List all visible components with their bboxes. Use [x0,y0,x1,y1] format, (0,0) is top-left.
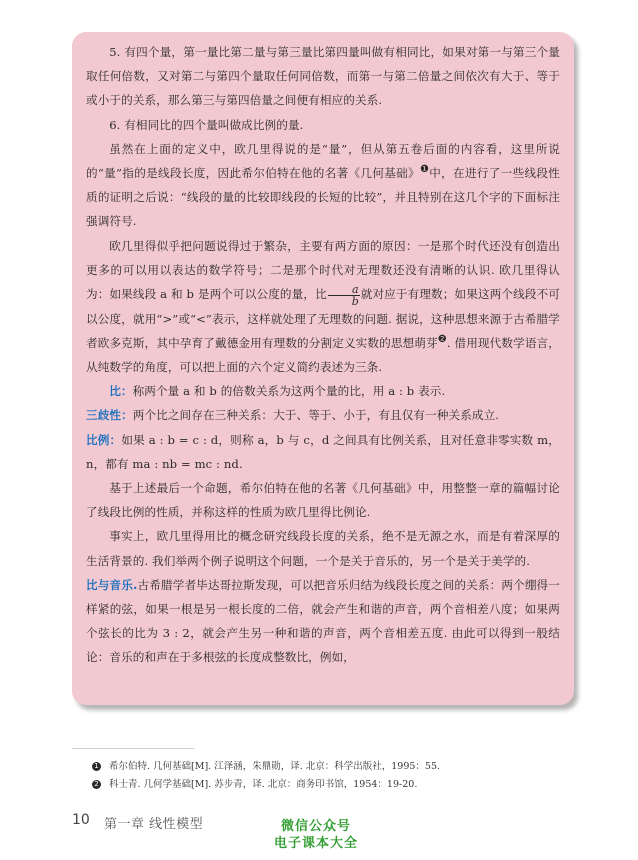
term-label: 比例： [86,432,122,447]
footnote-divider [72,748,194,749]
footnote-marker-1[interactable]: ❶ [419,164,430,176]
footnote-1 [92,760,440,774]
text: 中，在进行了一些线段性质的证明之后说：“线段的量的比较即线段的长短的比较”，并且特别在这几个字的下面标注强调符号. [86,166,560,229]
chapter-title: 第一章 线性模型 [104,817,204,832]
watermark [256,818,376,852]
term-text: 如果 a : b = c : d，则称 a，b 与 c，d 之间具有比例关系，且对任意非零实数 m，n，都有 ma : nb = mc : nd. [86,432,560,471]
paragraph-background: 事实上，欧几里得用比的概念研究线段长度的关系，绝不是无源之水，而是有着深厚的生活背景的. 我们举两个例子说明这个问题，一个是关于音乐的，另一个是关于美学的. [86,529,560,568]
watermark-line-2: 电子课本大全 [273,836,358,851]
footnote-text: 科士青. 几何学基础[M]. 苏步青，译. 北京：商务印书馆，1954：19-20. [109,779,418,790]
text: 就对应于有理数；如果这两个线段不可以公度，就用“>”或“<”表示，这样就处理了无理数的问题. 据说，这种思想来源于古希腊学者欧多克斯，其中孕育了戴德金用有理数的分割定义实数的思想萌芽 [86,287,560,350]
paragraph-hilbert [86,137,560,234]
term-text: 称两个量 a 和 b 的倍数关系为这两个量的比，用 a : b 表示. [132,384,446,399]
footnote-badge: 2 [92,780,101,789]
term-label: 三歧性： [86,408,133,423]
content-box [72,32,574,705]
paragraph-definition-5: 5. 有四个量，第一量比第二量与第三量比第四量叫做有相同比，如果对第一与第三个量取任何倍数，又对第二与第四个量取任何同倍数，而第一与第二倍量之间依次有大于、等于或小于的关系，那么第三与第四倍量之间便有相应的关系. [86,45,560,108]
term-label: 比： [109,384,133,399]
paragraph-definition-6: 6. 有相同比的四个量叫做成比例的量. [109,117,304,132]
footnote-badge: 1 [92,762,101,771]
term-music [86,573,560,670]
footnote-2 [92,778,417,792]
footnote-text: 希尔伯特. 几何基础[M]. 江泽涵，朱鼎勋，译. 北京：科学出版社，1995：55. [109,761,441,772]
paragraph-hilbert-chapter: 基于上述最后一个命题，希尔伯特在他的名著《几何基础》中，用整整一章的篇幅讨论了线段比例的性质，并称这样的性质为欧几里得比例论. [86,480,560,520]
term-text: 古希腊学者毕达哥拉斯发现，可以把音乐归结为线段长度之间的关系：两个绷得一样紧的弦，如果一根是另一根长度的二倍，就会产生和谐的声音，两个音相差八度；如果两个弦长的比为 3 : 2，就会产生另一种和谐的声音，两个音相差五度. 由此可以得到一般结论：音乐的和声在于多根弦的长度成整数比，例如， [86,577,560,665]
term-trichotomy [86,403,560,427]
text: . 借用现代数学语言，从纯数学的角度，可以把上面的六个定义简约表述为三条. [86,335,560,374]
fraction-denominator: b [351,294,359,308]
text: 欧几里得似乎把问题说得过于繁杂，主要有两方面的原因：一是那个时代还没有创造出更多的可以用以表达的数学符号；二是那个时代对无理数还没有清晰的认识. 欧几里得认为：如果线段 a 和 b 是两个可以公度的量，比 [86,238,560,302]
fraction-numerator: a [328,284,360,296]
term-label: 比与音乐. [86,577,138,592]
term-text: 两个比之间存在三种关系：大于、等于、小于，有且仅有一种关系成立. [132,408,500,423]
term-ratio [86,379,560,403]
page-number: 10 [72,812,90,828]
footnote-marker-2[interactable]: ❷ [437,333,447,345]
paragraph-euclid [86,234,560,380]
watermark-line-1: 微信公众号 [280,819,351,834]
text: 虽然在上面的定义中，欧几里得说的是“量”，但从第五卷后面的内容看，这里所说的“量”指的是线段长度，因此希尔伯特在他的名著《几何基础》 [86,141,560,181]
term-proportion [86,428,560,476]
fraction-a-over-b [328,284,360,307]
